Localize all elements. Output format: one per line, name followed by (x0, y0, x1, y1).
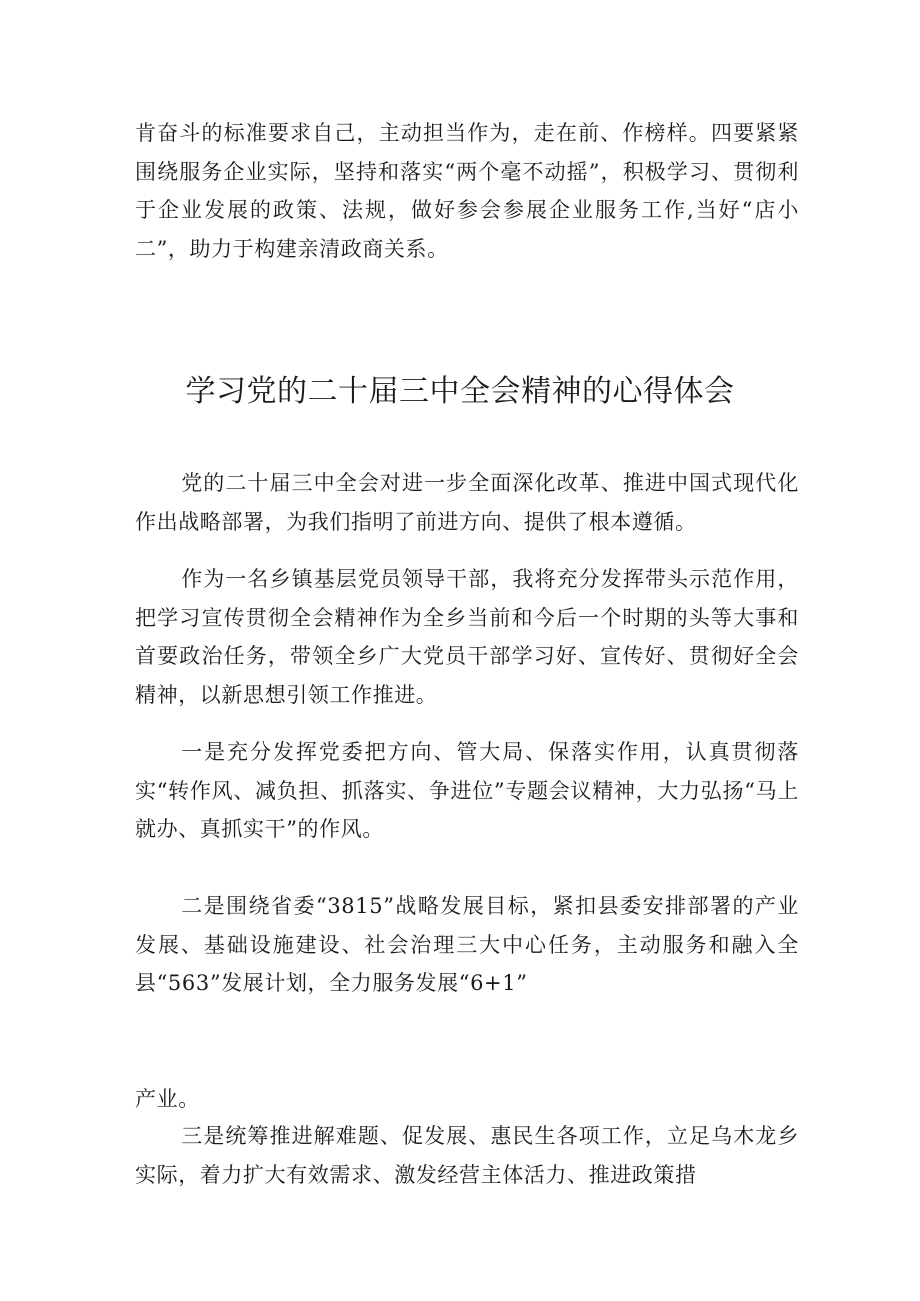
document-title: 学习党的二十届三中全会精神的心得体会 (185, 374, 735, 409)
paragraph-point-two: 二是围绕省委“3815”战略发展目标，紧扣县委安排部署的产业发展、基础设施建设、社会治理三大中心任务，主动服务和融入全县“563”发展计划，全力服务发展“6+1” (135, 894, 799, 995)
paragraph-role: 作为一名乡镇基层党员领导干部，我将充分发挥带头示范作用，把学习宣传贯彻全会精神作为全乡当前和今后一个时期的头等大事和首要政治任务，带领全乡广大党员干部学习好、宣传好、贯彻好全会精神，以新思想引领工作推进。 (135, 567, 799, 707)
fragment-paragraph: 肯奋斗的标准要求自己，主动担当作为，走在前、作榜样。四要紧紧围绕服务企业实际，坚持和落实“两个毫不动摇”，积极学习、贯彻利于企业发展的政策、法规，做好参会参展企业服务工作,当好“店小二”，助力于构建亲清政商关系。 (135, 121, 799, 261)
paragraph-point-one: 一是充分发挥党委把方向、管大局、保落实作用，认真贯彻落实“转作风、减负担、抓落实、争进位”专题会议精神，大力弘扬“马上就办、真抓实干”的作风。 (135, 740, 799, 841)
paragraph-point-three: 三是统筹推进解难题、促发展、惠民生各项工作，立足乌木龙乡实际，着力扩大有效需求、激发经营主体活力、推进政策措 (135, 1124, 799, 1187)
paragraph-point-two-continued: 产业。 (135, 1087, 200, 1111)
paragraph-intro: 党的二十届三中全会对进一步全面深化改革、推进中国式现代化作出战略部署，为我们指明了前进方向、提供了根本遵循。 (135, 471, 799, 534)
